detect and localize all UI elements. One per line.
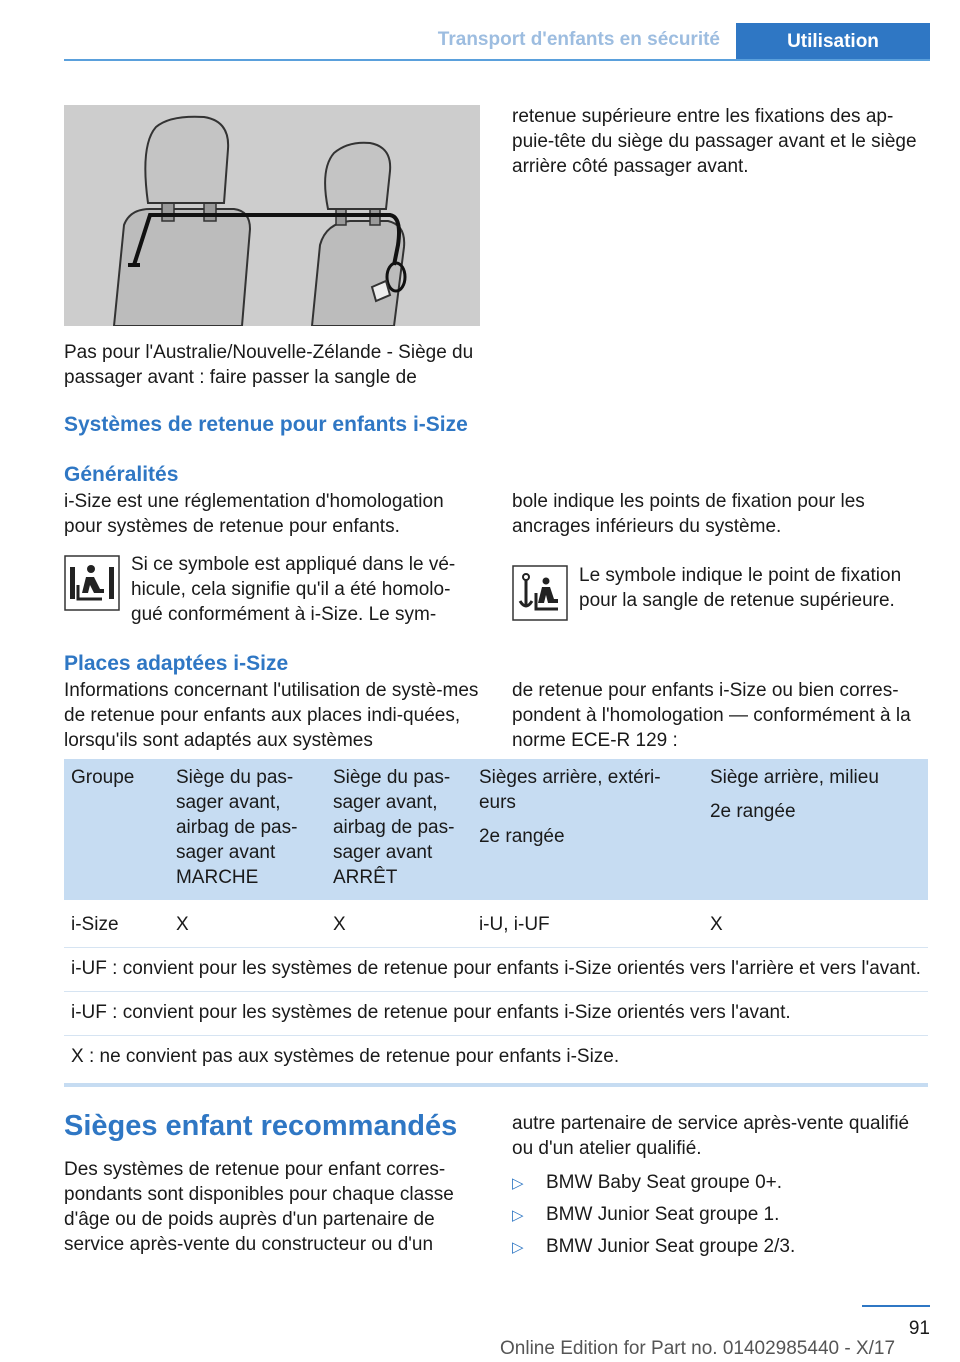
header-chapter-tab: Utilisation bbox=[736, 23, 930, 60]
table-note: X : ne convient pas aux systèmes de retenue pour enfants i-Size. bbox=[71, 1046, 620, 1067]
header-section-title: Transport d'enfants en sécurité bbox=[437, 29, 720, 50]
table-header-cell: Sièges arrière, extéri‐eurs 2e rangée bbox=[472, 759, 703, 900]
table-header-cell: Siège du pas‐sager avant, airbag de pas‐sager avant ARRÊT bbox=[326, 759, 472, 900]
places-left-paragraph: Informations concernant l'utilisation de systè‐mes de retenue pour enfants aux places indi‐quées, lorsqu'ils sont adaptés aux systèmes bbox=[64, 680, 479, 751]
isize-continued: bole indique les points de fixation pour les ancrages inférieurs du système. bbox=[512, 491, 865, 537]
isize-seating-table bbox=[64, 759, 928, 1079]
table-note: i-UF : convient pour les systèmes de retenue pour enfants i-Size orientés vers l'arrière et vers l'avant. bbox=[64, 948, 928, 992]
header-rule bbox=[64, 59, 930, 61]
list-item: ▷ BMW Junior Seat groupe 1. bbox=[512, 1202, 928, 1227]
table-note-row bbox=[64, 1036, 928, 1080]
table-note: i-UF : convient pour les systèmes de retenue pour enfants i-Size orientés vers l'avant. bbox=[64, 992, 928, 1036]
subheading-places-adaptees: Places adaptées i-Size bbox=[64, 652, 289, 675]
subheading-generalites: Généralités bbox=[64, 463, 179, 486]
table-bottom-rule bbox=[64, 1083, 928, 1087]
section-title-recommended: Sièges enfant recommandés bbox=[64, 1110, 458, 1142]
table-header-row bbox=[64, 759, 928, 900]
table-cell: i-Size bbox=[64, 900, 169, 948]
recommended-left-paragraph: Des systèmes de retenue pour enfant corres‐pondants sont disponibles pour chaque classe d'âge ou de poids auprès d'un partenaire de service après-vente du constructeur ou d'un bbox=[64, 1159, 454, 1255]
recommended-seat-list bbox=[512, 1170, 928, 1266]
table-header-cell: Groupe bbox=[64, 759, 169, 900]
table-row bbox=[64, 900, 928, 948]
table-note-row bbox=[64, 948, 928, 992]
table-cell: i-U, i-UF bbox=[472, 900, 703, 948]
list-item: ▷ BMW Baby Seat groupe 0+. bbox=[512, 1170, 928, 1195]
table-cell: X bbox=[169, 900, 326, 948]
symbol1-description: Si ce symbole est appliqué dans le vé‐hicule, cela signifie qu'il a été homolo‐gué conformément à i-Size. Le sym‐ bbox=[131, 554, 456, 625]
top-tether-anchor-icon bbox=[512, 565, 568, 626]
top-right-paragraph: retenue supérieure entre les fixations des ap‐puie-tête du siège du passager avant et le siège arrière côté passager avant. bbox=[512, 106, 917, 177]
triangle-bullet-icon: ▷ bbox=[512, 1239, 524, 1256]
list-item: ▷ BMW Junior Seat groupe 2/3. bbox=[512, 1234, 928, 1259]
table-cell: X bbox=[703, 900, 928, 948]
section-title-isize: Systèmes de retenue pour enfants i-Size bbox=[64, 413, 468, 436]
recommended-right-paragraph: autre partenaire de service après-vente qualifié ou d'un atelier qualifié. bbox=[512, 1113, 910, 1159]
page-number: 91 bbox=[908, 1318, 930, 1339]
edition-note: Online Edition for Part no. 01402985440 - X/17 bbox=[500, 1338, 896, 1359]
figure-caption: Pas pour l'Australie/Nouvelle-Zélande - Siège du passager avant : faire passer la sangle de bbox=[64, 342, 474, 388]
table-header-cell: Siège du pas‐sager avant, airbag de pas‐sager avant MARCHE bbox=[169, 759, 326, 900]
places-right-paragraph: de retenue pour enfants i-Size ou bien corres‐pondent à l'homologation — conformément à la norme ECE-R 129 : bbox=[512, 680, 911, 751]
isize-intro: i-Size est une réglementation d'homologation pour systèmes de retenue pour enfants. bbox=[64, 491, 444, 537]
triangle-bullet-icon: ▷ bbox=[512, 1207, 524, 1224]
table-note-row bbox=[64, 992, 928, 1036]
headrest-strap-illustration bbox=[64, 105, 480, 326]
symbol2-description: Le symbole indique le point de fixation pour la sangle de retenue supérieure. bbox=[579, 565, 902, 611]
footer-rule bbox=[862, 1305, 930, 1307]
child-seat-isofix-icon bbox=[64, 555, 120, 616]
triangle-bullet-icon: ▷ bbox=[512, 1175, 524, 1192]
table-cell: X bbox=[326, 900, 472, 948]
table-header-cell: Siège arrière, milieu 2e rangée bbox=[703, 759, 928, 900]
